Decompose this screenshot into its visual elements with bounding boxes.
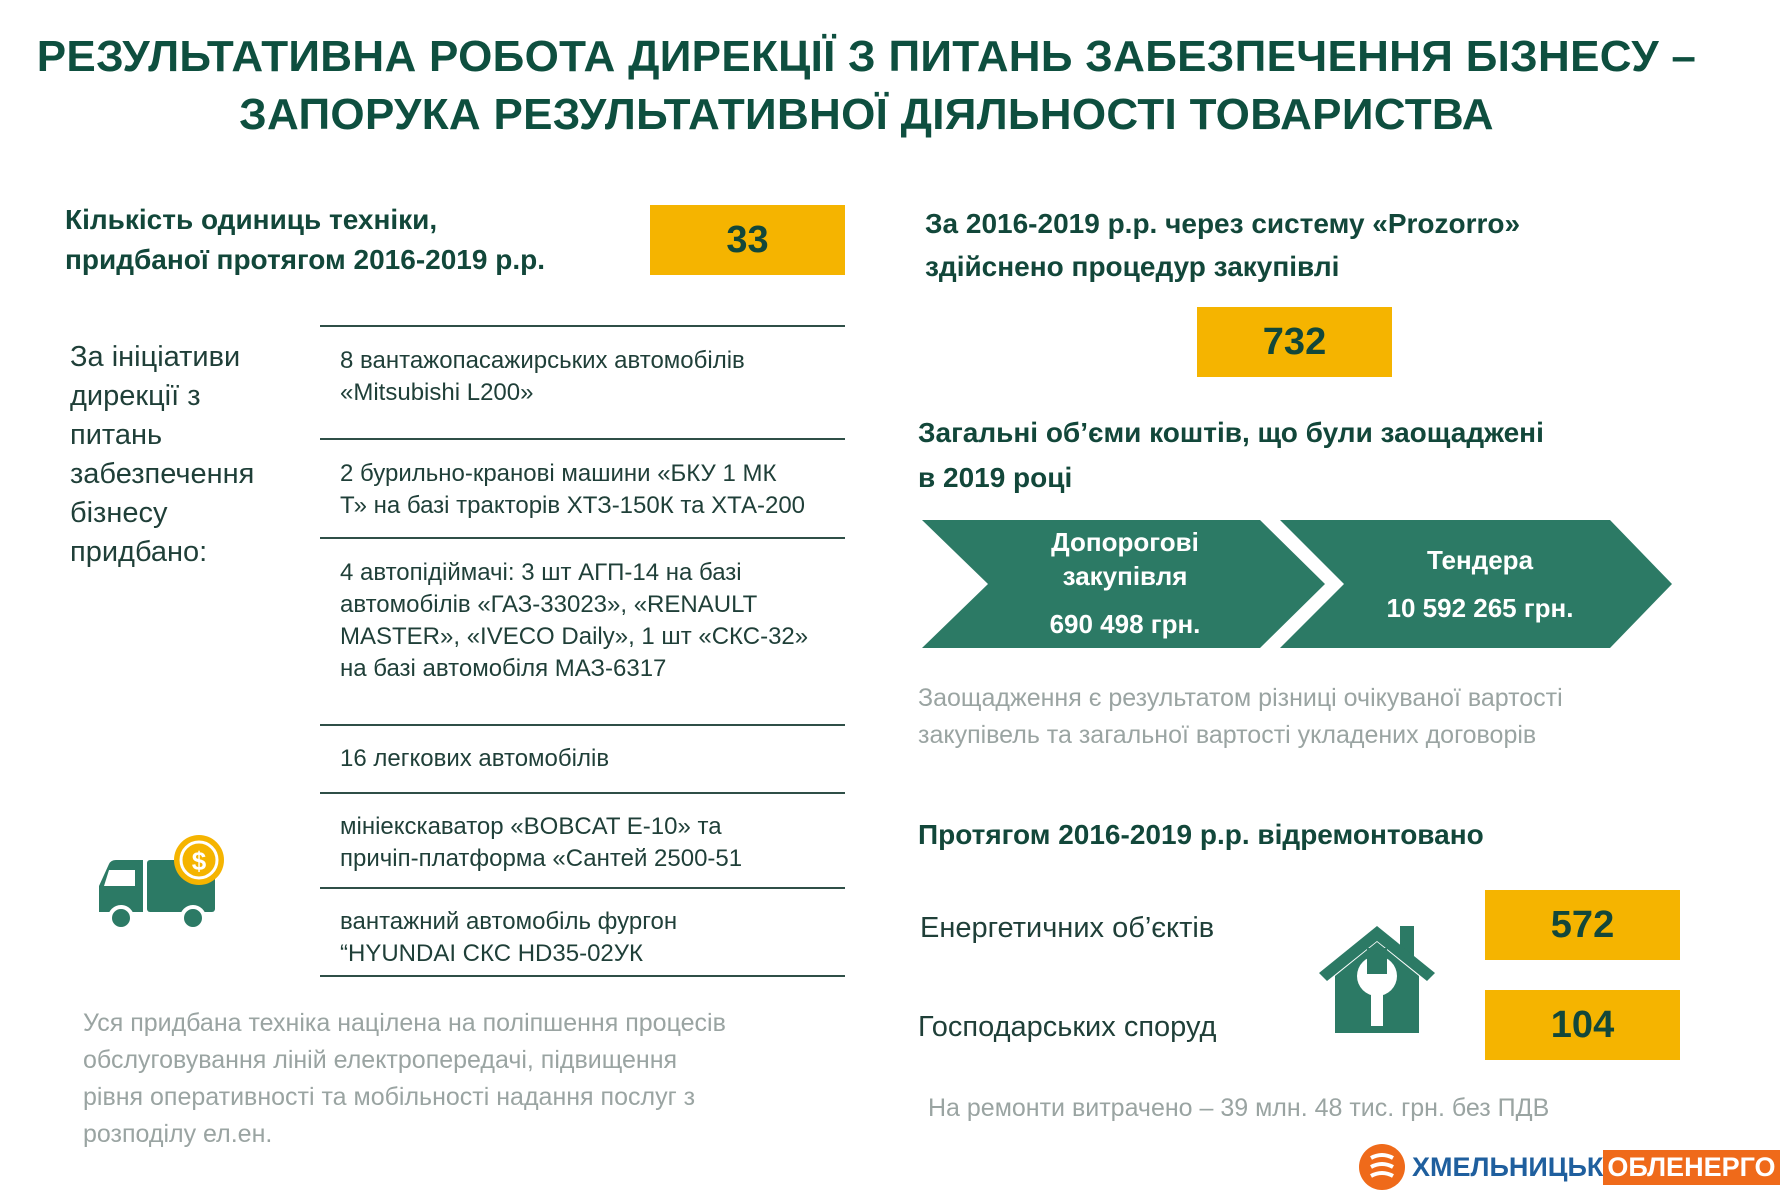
house-wrench-icon <box>1315 918 1440 1038</box>
tender-amount: 10 592 265 грн. <box>1386 593 1574 623</box>
divider <box>320 325 845 327</box>
list-item: 16 легкових автомобілів <box>340 745 610 772</box>
list-item: 4 автопідіймачі: 3 шт АГП-14 на базі автомобілів «ГАЗ-33023», «RENAULT MASTER», «IVECO Daily», 1 шт «СКС-32» на базі автомобіля МАЗ-6317 <box>340 559 809 682</box>
divider <box>320 537 845 539</box>
utility-buildings-count: 104 <box>1485 990 1680 1060</box>
below-threshold-amount: 690 498 грн. <box>1049 609 1201 639</box>
tender-label: Тендера <box>1426 545 1534 575</box>
below-threshold-label-1: Допорогові <box>1051 527 1199 557</box>
truck-dollar-icon <box>95 830 235 940</box>
divider <box>320 724 845 726</box>
company-logo <box>1358 1143 1780 1191</box>
page-title <box>0 28 1733 144</box>
below-threshold-label-2: закупівля <box>1062 561 1188 591</box>
savings-note: Заощадження є результатом різниці очікуваної вартості закупівель та загальної вартості укладених договорів <box>918 684 1563 749</box>
equipment-heading: Кількість одиниць техніки, придбаної протягом 2016-2019 р.р. <box>65 204 545 275</box>
divider <box>320 792 845 794</box>
title-line-2: ЗАПОРУКА РЕЗУЛЬТАТИВНОЇ ДІЯЛЬНОСТІ ТОВАРИСТВА <box>239 90 1494 139</box>
repairs-heading: Протягом 2016-2019 р.р. відремонтовано <box>918 819 1484 850</box>
svg-text:$: $ <box>191 846 207 876</box>
initiative-label: За ініціативи дирекції з питань забезпечення бізнесу придбано: <box>70 341 255 568</box>
divider <box>320 887 845 889</box>
company-logo-icon <box>1358 1143 1406 1191</box>
logo-text-part1: ХМЕЛЬНИЦЬК <box>1412 1151 1604 1182</box>
savings-chevrons <box>920 518 1675 653</box>
list-item: 8 вантажопасажирських автомобілів «Mitsubishi L200» <box>340 347 745 406</box>
divider <box>320 975 845 977</box>
title-line-1: РЕЗУЛЬТАТИВНА РОБОТА ДИРЕКЦІЇ З ПИТАНЬ ЗАБЕЗПЕЧЕННЯ БІЗНЕСУ – <box>36 32 1697 81</box>
list-item: 2 бурильно-кранові машини «БКУ 1 МК Т» на базі тракторів ХТЗ-150К та ХТА-200 <box>340 460 806 519</box>
repairs-note: На ремонти витрачено – 39 млн. 48 тис. грн. без ПДВ <box>928 1094 1550 1122</box>
list-item: мініекскаватор «BOBCAT E-10» та причіп-платформа «Сантей 2500-51 <box>340 813 743 872</box>
prozorro-count-badge: 732 <box>1197 307 1392 377</box>
equipment-count-badge: 33 <box>650 205 845 275</box>
equipment-note: Уся придбана техніка націлена на поліпшення процесів обслуговування ліній електропередачі, підвищення рівня оперативності та мобільності надання послуг з розподілу ел.ен. <box>83 1009 726 1148</box>
logo-text-part2: ОБЛЕНЕРГО <box>1603 1150 1779 1185</box>
energy-objects-count: 572 <box>1485 890 1680 960</box>
list-item: вантажний автомобіль фургон “HYUNDAI СКС HD35-02УК <box>340 908 678 967</box>
savings-heading: Загальні об’єми коштів, що були заощаджені в 2019 році <box>918 417 1544 493</box>
tender-chevron <box>1280 520 1672 648</box>
prozorro-heading: За 2016-2019 р.р. через систему «Prozorro» здійснено процедур закупівлі <box>925 208 1521 282</box>
energy-objects-label: Енергетичних об’єктів <box>920 912 1215 944</box>
divider <box>320 438 845 440</box>
utility-buildings-label: Господарських споруд <box>918 1011 1217 1043</box>
